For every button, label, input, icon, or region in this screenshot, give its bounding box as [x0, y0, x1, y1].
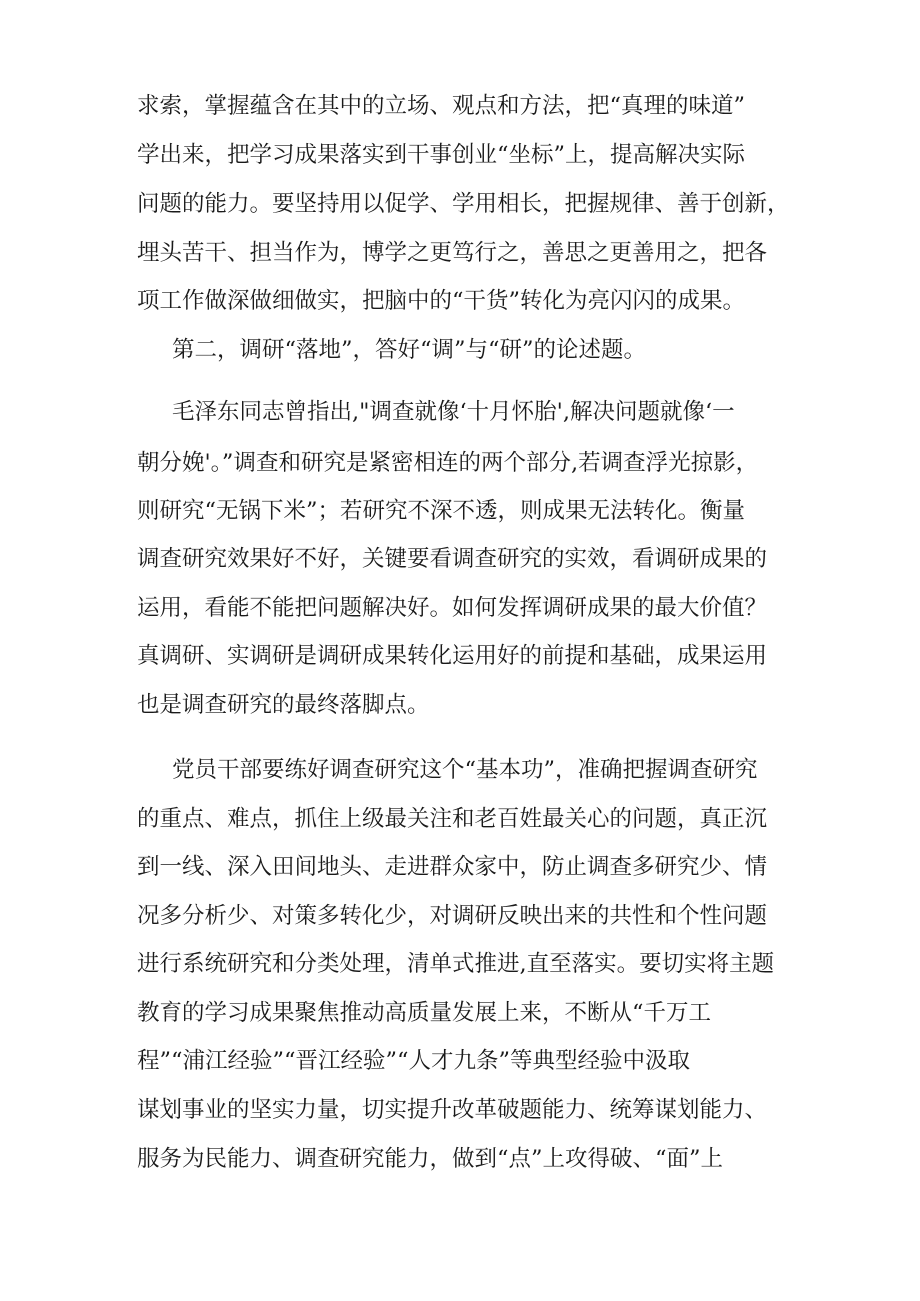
text-line: 也是调查研究的最终落脚点。	[137, 692, 430, 718]
text-line: 程”“浦江经验”“晋江经验”“人才九条”等典型经验中汲取	[137, 1048, 691, 1074]
text-line: 项工作做深做细做实，把脑中的“干货”转化为亮闪闪的成果。	[137, 288, 746, 314]
text-line: 求索，掌握蕴含在其中的立场、观点和方法，把“真理的味道”	[137, 93, 746, 119]
text-line: 运用，看能不能把问题解决好。如何发挥调研成果的最大价值？	[137, 595, 768, 621]
text-line: 学出来，把学习成果落实到干事创业“坐标”上，提高解决实际	[137, 142, 746, 168]
text-line: 进行系统研究和分类处理，清单式推进,直至落实。要切实将主题	[137, 951, 775, 977]
text-line: 毛泽东同志曾指出,"调查就像‘十月怀胎',解决问题就像‘一	[172, 399, 735, 425]
text-line: 调查研究效果好不好，关键要看调查研究的实效，看调研成果的	[137, 546, 768, 572]
text-line: 党员干部要练好调查研究这个“基本功”，准确把握调查研究	[172, 757, 758, 783]
text-line: 朝分娩'。”调查和研究是紧密相连的两个部分,若调查浮光掠影，	[137, 450, 759, 476]
text-line: 则研究“无锅下米”；若研究不深不透，则成果无法转化。衡量	[137, 498, 746, 524]
text-line: 谋划事业的坚实力量，切实提升改革破题能力、统筹谋划能力、	[137, 1097, 768, 1123]
text-line: 教育的学习成果聚焦推动高质量发展上来，不断从“千万工	[137, 1000, 712, 1026]
text-line: 埋头苦干、担当作为，博学之更笃行之，善思之更善用之，把各	[137, 240, 768, 266]
section-heading: 第二，调研“落地”，答好“调”与“研”的论述题。	[172, 337, 647, 363]
text-line: 的重点、难点，抓住上级最关注和老百姓最关心的问题，真正沉	[137, 806, 768, 832]
text-line: 服务为民能力、调查研究能力，做到“点”上攻得破、“面”上	[137, 1146, 724, 1172]
text-line: 况多分析少、对策多转化少，对调研反映出来的共性和个性问题	[137, 903, 768, 929]
text-line: 问题的能力。要坚持用以促学、学用相长，把握规律、善于创新，	[137, 191, 790, 217]
text-line: 真调研、实调研是调研成果转化运用好的前提和基础，成果运用	[137, 643, 768, 669]
text-line: 到一线、深入田间地头、走进群众家中，防止调查多研究少、情	[137, 854, 768, 880]
